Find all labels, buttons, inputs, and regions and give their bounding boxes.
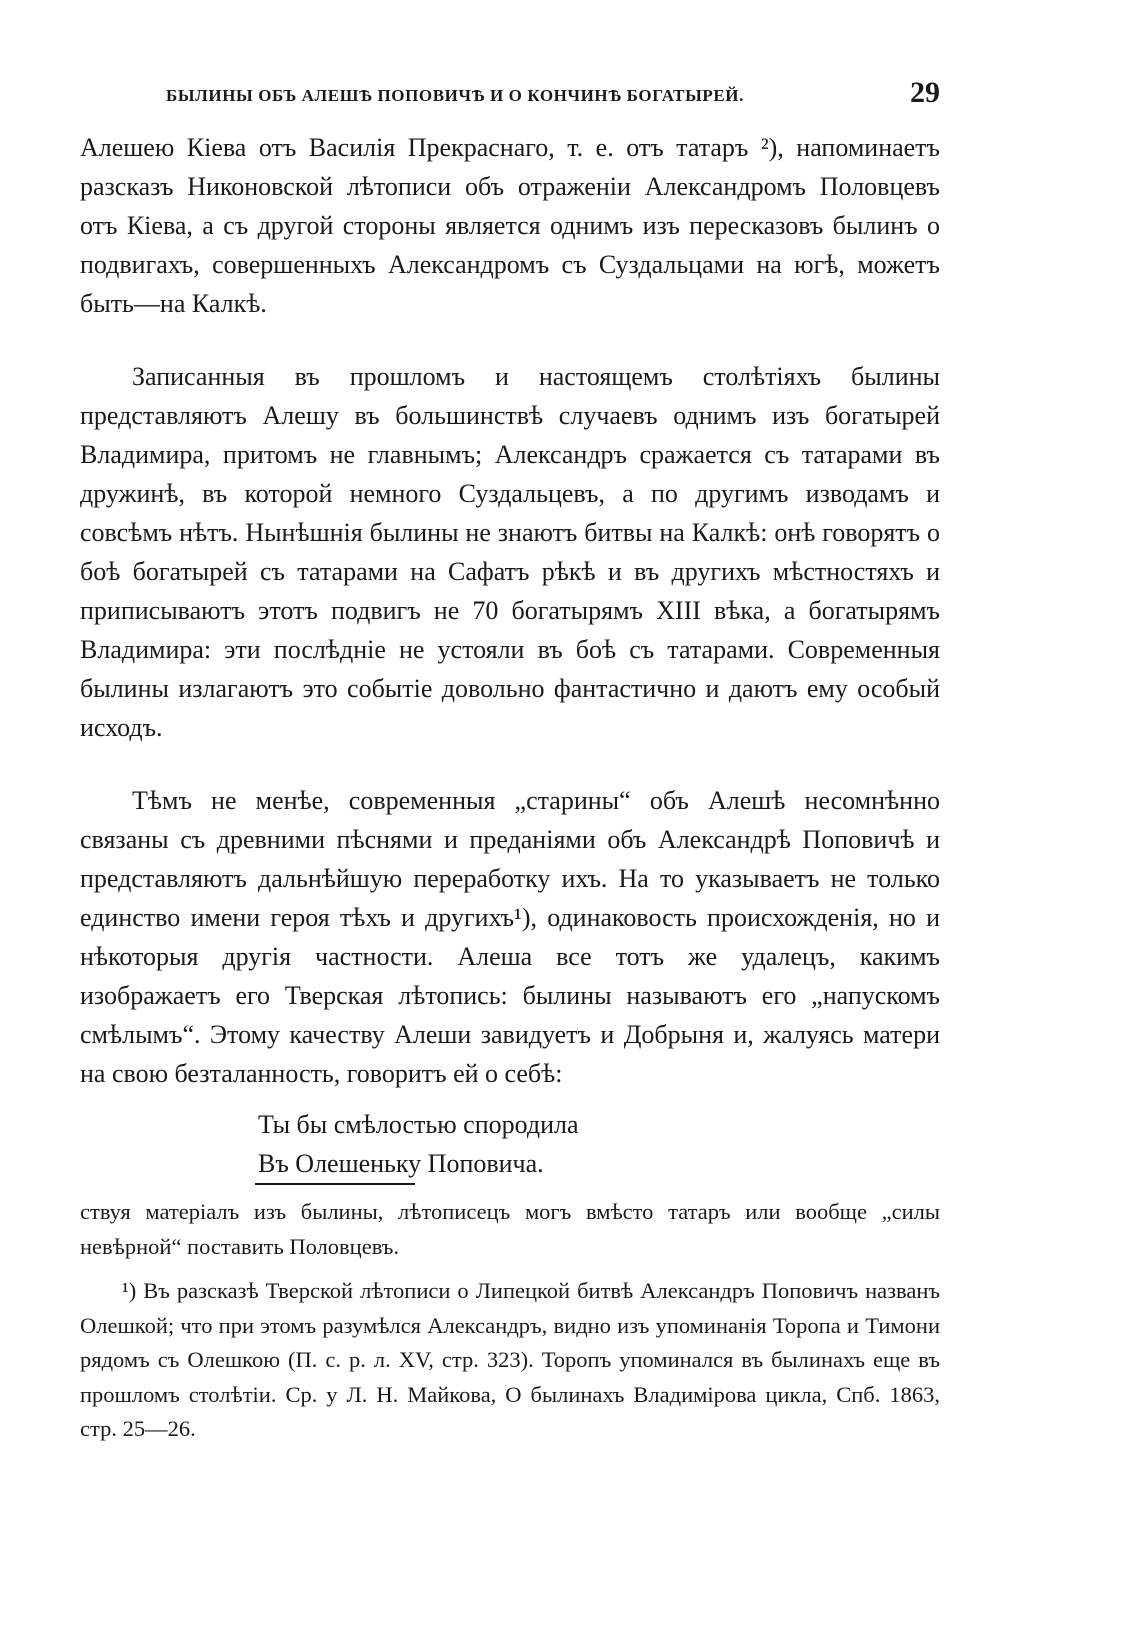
paragraph-1: Алешею Кіева отъ Василія Прекраснаго, т. е. отъ татаръ ²), напоминаетъ разсказъ Никоновской лѣтописи объ отраженіи Александромъ Половцевъ отъ Кіева, а съ другой стороны является однимъ изъ пересказовъ былинъ о подвигахъ, совершенныхъ Александромъ съ Суздальцами на югѣ, можетъ быть—на Калкѣ. [80,133,940,318]
paragraph-2: Записанныя въ прошломъ и настоящемъ столѣтіяхъ былины представляютъ Алешу въ большинствѣ случаевъ однимъ изъ богатырей Владимира, притомъ не главнымъ; Александръ сражается съ татарами въ дружинѣ, въ которой немного Суздальцевъ, а по другимъ изводамъ и совсѣмъ нѣтъ. Нынѣшнія былины не знаютъ битвы на Калкѣ: онѣ говорятъ о боѣ богатырей съ татарами на Сафатъ рѣкѣ и въ другихъ мѣстностяхъ и приписываютъ этотъ подвигъ не 70 богатырямъ XIII вѣка, а богатырямъ Владимира: эти послѣдніе не устояли въ боѣ съ татарами. Современныя былины излагаютъ это событіе довольно фантастично и даютъ ему особый исходъ. [80,362,940,742]
verse-line-2: Въ Олешеньку Поповича. [258,1149,544,1178]
running-title: БЫЛИНЫ ОБЪ АЛЕШѢ ПОПОВИЧѢ И О КОНЧИНѢ БОГАТЫРЕЙ. [166,86,744,105]
footnote-1: ¹) Въ разсказѣ Тверской лѣтописи о Липецкой битвѣ Александръ Поповичъ названъ Олешкой; что при этомъ разумѣлся Александръ, видно изъ упоминанія Торопа и Тимони рядомъ съ Олешкою (П. с. р. л. XV, стр. 323). Торопъ упоминался въ былинахъ еще въ прошломъ столѣтіи. Ср. у Л. Н. Майкова, О былинахъ Владимірова цикла, Спб. 1863, стр. 25—26. [80,1278,940,1441]
footnote-divider [255,1183,415,1185]
main-text [80,128,940,1183]
footnotes [80,1195,940,1457]
running-header [80,72,940,112]
verse-line-1: Ты бы смѣлостью спородила [258,1110,579,1139]
page-number: 29 [910,76,940,109]
verse-quote [258,1105,940,1183]
footnote-continuation: ствуя матеріалъ изъ былины, лѣтописецъ могъ вмѣсто татаръ или вообще „силы невѣрной“ поставить Половцевъ. [80,1199,940,1259]
paragraph-3: Тѣмъ не менѣе, современныя „старины“ объ Алешѣ несомнѣнно связаны съ древними пѣснями и преданіями объ Александрѣ Поповичѣ и представляютъ дальнѣйшую переработку ихъ. На то указываетъ не только единство имени героя тѣхъ и другихъ¹), одинаковость происхожденія, но и нѣкоторыя другія частности. Алеша все тотъ же удалецъ, какимъ изображаетъ его Тверская лѣтопись: былины называютъ его „напускомъ смѣлымъ“. Этому качеству Алеши завидуетъ и Добрыня и, жалуясь матери на свою безталанность, говоритъ ей о себѣ: [80,786,940,1088]
